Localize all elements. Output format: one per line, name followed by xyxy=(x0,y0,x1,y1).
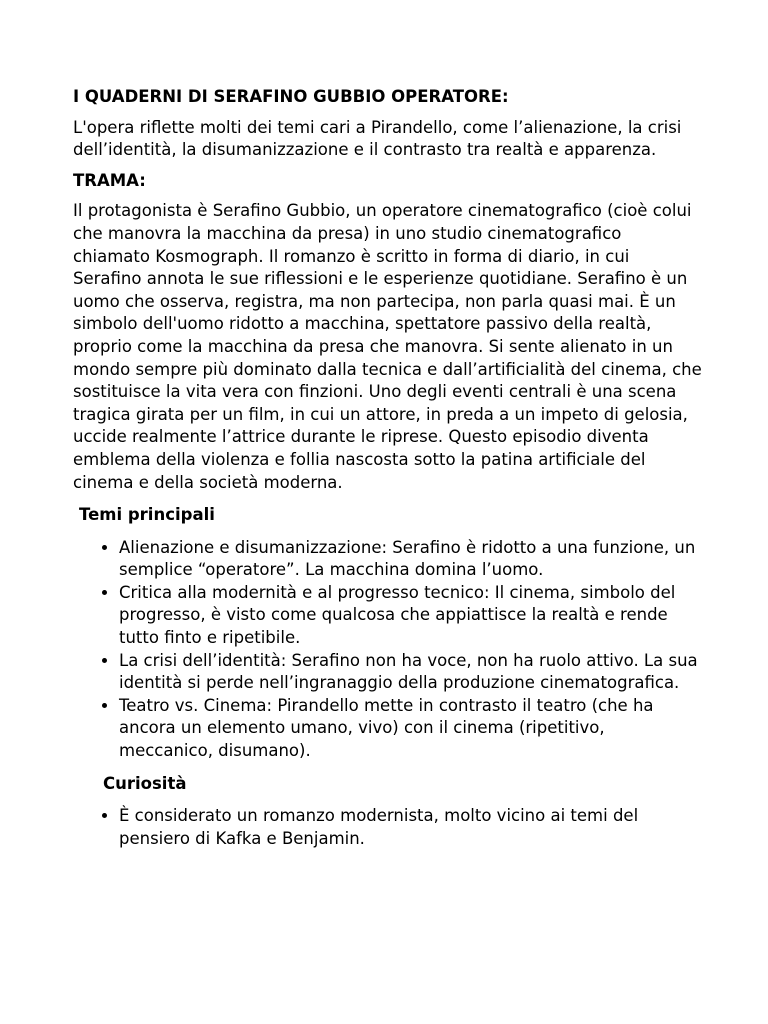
list-item: • Critica alla modernità e al progresso tecnico: Il cinema, simbolo del progresso, è visto come qualcosa che appiattisce la realtà e rende tutto finto e ripetibile. xyxy=(119,582,703,650)
intro-paragraph: L'opera riflette molti dei temi cari a Pirandello, come l’alienazione, la crisi dell’identità, la disumanizzazione e il contrasto tra realtà e apparenza. xyxy=(73,117,682,160)
document-title: I QUADERNI DI SERAFINO GUBBIO OPERATORE: xyxy=(73,87,509,106)
temi-list xyxy=(73,537,703,763)
temi-heading: Temi principali xyxy=(79,505,215,525)
document-page xyxy=(73,86,703,850)
list-item: • Teatro vs. Cinema: Pirandello mette in contrasto il teatro (che ha ancora un elemento umano, vivo) con il cinema (ripetitivo, meccanico, disumano). xyxy=(119,695,703,763)
list-item: • Alienazione e disumanizzazione: Serafino è ridotto a una funzione, un semplice “operatore”. La macchina domina l’uomo. xyxy=(119,537,703,582)
list-item: • È considerato un romanzo modernista, molto vicino ai temi del pensiero di Kafka e Benjamin. xyxy=(119,805,703,850)
curiosita-list xyxy=(73,805,703,850)
list-item: • La crisi dell’identità: Serafino non ha voce, non ha ruolo attivo. La sua identità si perde nell’ingranaggio della produzione cinematografica. xyxy=(119,650,703,695)
curiosita-heading: Curiosità xyxy=(103,773,187,793)
trama-heading: TRAMA: xyxy=(73,170,146,190)
trama-paragraph: Il protagonista è Serafino Gubbio, un operatore cinematografico (cioè colui che manovra la macchina da presa) in uno studio cinematografico chiamato Kosmograph. Il romanzo è scritto in forma di diario, in cui Serafino annota le sue riflessioni e le esperienze quotidiane. Serafino è un uomo che osserva, registra, ma non partecipa, non parla quasi mai. È un simbolo dell'uomo ridotto a macchina, spettatore passivo della realtà, proprio come la macchina da presa che manovra. Si sente alienato in un mondo sempre più dominato dalla tecnica e dall’artificialità del cinema, che sostituisce la vita vera con finzioni. Uno degli eventi centrali è una scena tragica girata per un film, in cui un attore, in preda a un impeto di gelosia, uccide realmente l’attrice durante le riprese. Questo episodio diventa emblema della violenza e follia nascosta sotto la patina artificiale del cinema e della società moderna. xyxy=(73,201,702,492)
